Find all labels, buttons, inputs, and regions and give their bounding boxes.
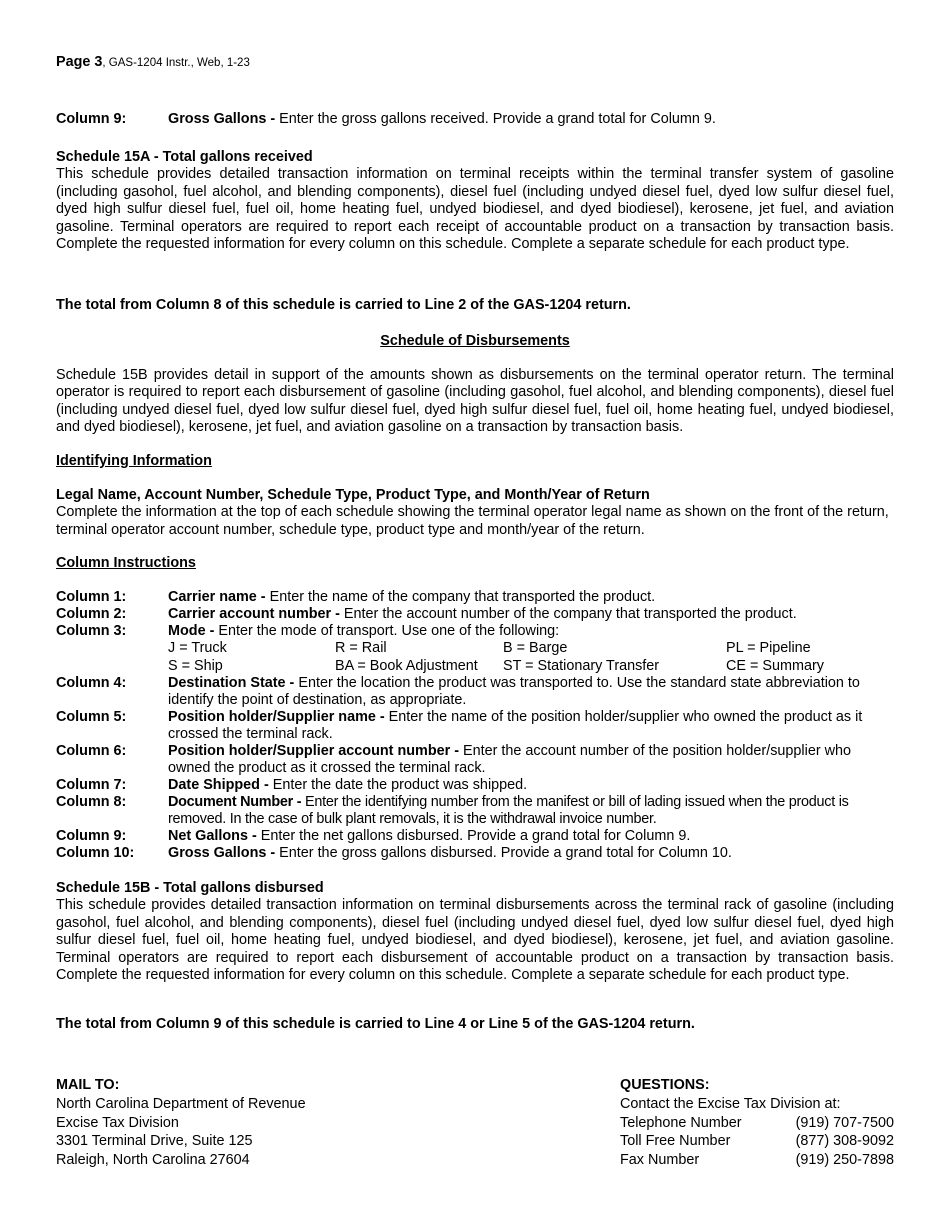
schedule-15a-section	[56, 149, 894, 253]
column-instructions-heading-wrap	[56, 555, 894, 572]
identifying-body-wrap	[56, 487, 894, 539]
column-description	[168, 589, 896, 606]
column-label: Column 3:	[56, 623, 127, 639]
page-number: Page 3	[56, 54, 103, 70]
address-line: Excise Tax Division	[56, 1114, 179, 1131]
column-text: Enter the account number of the company that transported the product.	[339, 606, 797, 622]
column-description	[168, 845, 896, 862]
column-description	[168, 709, 896, 743]
address-line: North Carolina Department of Revenue	[56, 1095, 306, 1112]
contact-value: (877) 308-9092	[795, 1133, 894, 1150]
schedule-15a-total	[56, 297, 894, 314]
column-description	[168, 828, 896, 845]
column-description	[168, 623, 896, 640]
column-label: Column 7:	[56, 777, 127, 793]
contact-value: (919) 250-7898	[795, 1152, 894, 1169]
contact-row-telephone	[620, 1114, 894, 1133]
column-description	[168, 606, 896, 623]
questions-heading: QUESTIONS:	[620, 1077, 710, 1093]
column-label: Column 1:	[56, 589, 127, 605]
column-instructions-heading: Column Instructions	[56, 555, 196, 571]
column-text: Enter the identifying number from the manifest or bill of lading issued when the product is removed. In the case of bulk plant removals, it is the withdrawal invoice number.	[168, 794, 849, 828]
column-text: Enter the name of the company that transported the product.	[265, 589, 656, 605]
column-label: Column 9:	[56, 111, 127, 127]
column-label: Column 9:	[56, 828, 127, 844]
identifying-section	[56, 453, 894, 470]
column-term: Position holder/Supplier name -	[168, 709, 385, 725]
column-term: Carrier account number -	[168, 606, 340, 622]
questions-intro: Contact the Excise Tax Division at:	[620, 1095, 841, 1112]
identifying-subheading: Legal Name, Account Number, Schedule Type, Product Type, and Month/Year of Return	[56, 487, 650, 503]
column-text: Enter the name of the position holder/supplier who owned the product as it crossed the terminal rack.	[168, 709, 863, 743]
mode-code: BA = Book Adjustment	[335, 658, 478, 674]
column-label: Column 5:	[56, 709, 127, 725]
column-term: Mode -	[168, 623, 215, 639]
schedule-15b-body: This schedule provides detailed transaction information on terminal disbursements across the terminal rack of gasoline (including gasohol, fuel alcohol, and blending components), diesel fuel (including undyed diesel fuel, dyed low sulfur diesel fuel, dyed high sulfur diesel fuel, fuel oil, home heating fuel, undyed biodiesel, and dyed biodiesel), kerosene, jet fuel, and aviation gasoline. Terminal operators are required to report each disbursement of accountable product on a transaction by transaction basis. Complete the requested information for every column on this schedule. Complete a separate schedule for each product type.	[56, 897, 894, 984]
column-text: Enter the gross gallons received. Provide a grand total for Column 9.	[275, 111, 716, 127]
column-term: Position holder/Supplier account number -	[168, 743, 460, 759]
mode-code: J = Truck	[168, 640, 227, 656]
mode-code: R = Rail	[335, 640, 387, 656]
column-term: Destination State -	[168, 675, 295, 691]
column-text: Enter the location the product was transported to. Use the standard state abbreviation to identify the point of destination, as appropriate.	[168, 675, 860, 709]
mail-to-heading: MAIL TO:	[56, 1077, 120, 1093]
contact-row-toll-free	[620, 1132, 894, 1151]
contact-row-fax	[620, 1151, 894, 1170]
disbursements-heading-wrap	[56, 333, 894, 350]
column-text: Enter the account number of the position holder/supplier who owned the product as it crossed the terminal rack.	[168, 743, 852, 777]
column-label: Column 8:	[56, 794, 127, 810]
contact-label: Fax Number	[620, 1152, 700, 1169]
contact-label: Telephone Number	[620, 1114, 742, 1131]
identifying-heading: Identifying Information	[56, 453, 212, 469]
questions-block	[620, 1076, 894, 1170]
column-label: Column 6:	[56, 743, 127, 759]
schedule-15a-body: This schedule provides detailed transaction information on terminal receipts within the terminal transfer system of gasoline (including gasohol, fuel alcohol, and blending components), diesel fuel (including undyed diesel fuel, dyed low sulfur diesel fuel, dyed high sulfur diesel fuel, fuel oil, home heating fuel, undyed biodiesel, and dyed biodiesel), kerosene, jet fuel, and aviation gasoline. Terminal operators are required to report each receipt of accountable product on a transaction by transaction basis. Complete the requested information for every column on this schedule. Complete a separate schedule for each product type.	[56, 166, 894, 253]
column-term: Date Shipped -	[168, 777, 269, 793]
schedule-15b-total-note: The total from Column 9 of this schedule is carried to Line 4 or Line 5 of the GAS-1204 return.	[56, 1016, 695, 1032]
column-text: Enter the gross gallons disbursed. Provide a grand total for Column 10.	[275, 845, 732, 861]
column-text: Enter the date the product was shipped.	[268, 777, 528, 793]
page-header	[56, 54, 250, 70]
column-label: Column 2:	[56, 606, 127, 622]
schedule-15b-total	[56, 1016, 894, 1033]
mail-to-block	[56, 1076, 306, 1170]
disbursements-intro: Schedule 15B provides detail in support of the amounts shown as disbursements on the terminal operator return. The terminal operator is required to report each disbursement of gasoline (including gasohol, fuel alcohol, and blending components), diesel fuel (including undyed diesel fuel, dyed low sulfur diesel fuel, dyed high sulfur diesel fuel, fuel oil, home heating fuel, undyed biodiesel, and dyed biodiesel), kerosene, jet fuel, and aviation gasoline on a transaction by transaction basis.	[56, 367, 894, 436]
contact-value: (919) 707-7500	[795, 1114, 894, 1131]
disbursements-intro-wrap	[56, 367, 894, 437]
column-term: Carrier name -	[168, 589, 266, 605]
schedule-15a-title: Schedule 15A - Total gallons received	[56, 149, 313, 165]
column-term: Net Gallons -	[168, 828, 257, 844]
column-term: Gross Gallons -	[168, 845, 276, 861]
mode-code: PL = Pipeline	[726, 640, 811, 656]
column-description	[168, 111, 896, 128]
schedule-15a-total-note: The total from Column 8 of this schedule is carried to Line 2 of the GAS-1204 return.	[56, 297, 631, 313]
column-term: Gross Gallons -	[168, 111, 276, 127]
schedule-15b-title: Schedule 15B - Total gallons disbursed	[56, 880, 324, 896]
column-term: Document Number -	[168, 794, 302, 810]
column-label: Column 4:	[56, 675, 127, 691]
address-line: 3301 Terminal Drive, Suite 125	[56, 1133, 253, 1150]
disbursements-heading: Schedule of Disbursements	[380, 333, 570, 349]
schedule-15b-section	[56, 880, 894, 984]
column-text: Enter the mode of transport. Use one of the following:	[214, 623, 560, 639]
mode-code: CE = Summary	[726, 658, 824, 674]
column-description	[168, 675, 896, 709]
column-description	[168, 743, 896, 777]
mode-code: S = Ship	[168, 658, 223, 674]
column-description	[168, 777, 896, 794]
contact-label: Toll Free Number	[620, 1133, 731, 1150]
column-label: Column 10:	[56, 845, 135, 861]
identifying-body: Complete the information at the top of each schedule showing the terminal operator legal name as shown on the front of the return, terminal operator account number, schedule type, product type and month/year of the return.	[56, 504, 889, 538]
mode-code: B = Barge	[503, 640, 568, 656]
column-text: Enter the net gallons disbursed. Provide a grand total for Column 9.	[256, 828, 691, 844]
address-line: Raleigh, North Carolina 27604	[56, 1152, 250, 1169]
column-description	[168, 794, 896, 828]
mode-code: ST = Stationary Transfer	[503, 658, 660, 674]
form-id: , GAS-1204 Instr., Web, 1-23	[102, 57, 250, 69]
